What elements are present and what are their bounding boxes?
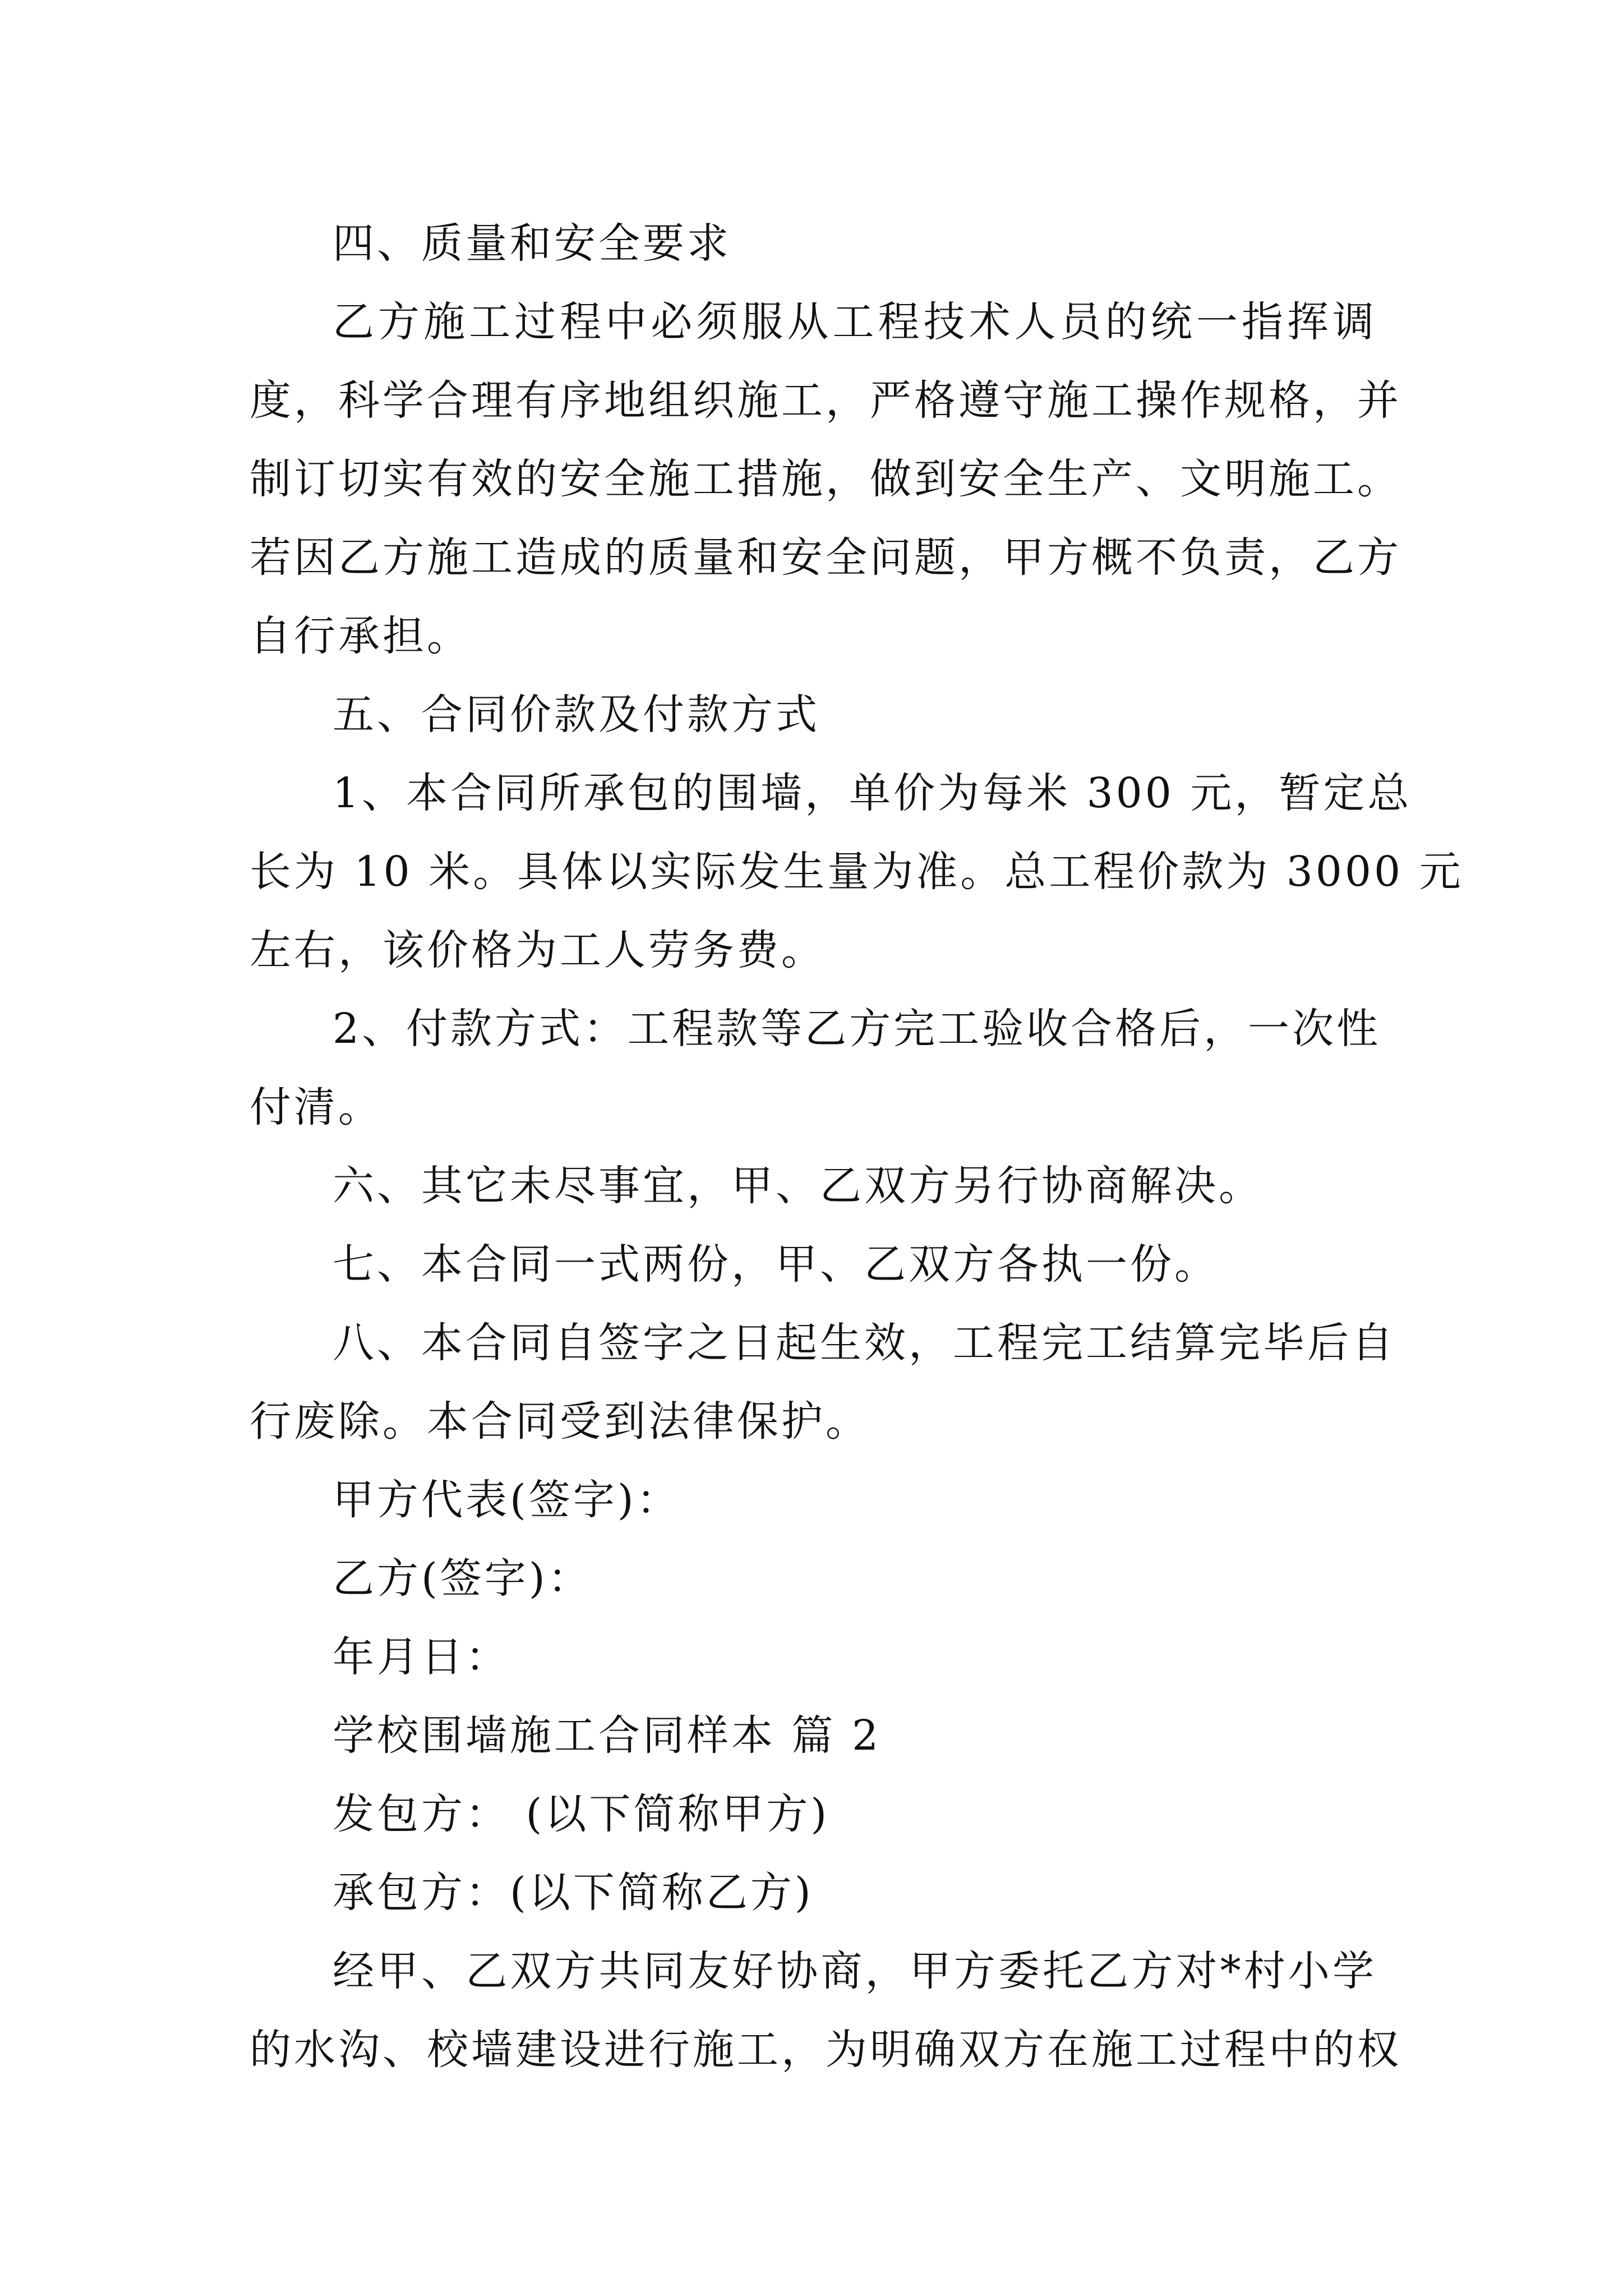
clause-eight: 八、本合同自签字之日起生效，工程完工结算完毕后自 — [333, 1319, 1396, 1367]
paragraph-line: 1、本合同所承包的围墙，单价为每米 300 元，暂定总 — [333, 769, 1412, 817]
section-title-part-2: 学校围墙施工合同样本 篇 2 — [333, 1711, 882, 1760]
date-line: 年月日： — [333, 1633, 510, 1681]
paragraph-line: 制订切实有效的安全施工措施，做到安全生产、文明施工。 — [250, 455, 1401, 503]
paragraph-line: 若因乙方施工造成的质量和安全问题，甲方概不负责，乙方 — [250, 533, 1401, 582]
paragraph-line: 2、付款方式：工程款等乙方完工验收合格后，一次性 — [333, 1005, 1381, 1053]
paragraph-line: 的水沟、校墙建设进行施工，为明确双方在施工过程中的权 — [250, 2026, 1401, 2074]
paragraph-line: 度，科学合理有序地组织施工，严格遵守施工操作规格，并 — [250, 376, 1401, 425]
paragraph-line: 付清。 — [250, 1083, 382, 1131]
section-heading-price-payment: 五、合同价款及付款方式 — [333, 691, 820, 739]
paragraph-line: 左右，该价格为工人劳务费。 — [250, 926, 826, 974]
paragraph-line: 自行承担。 — [250, 612, 471, 660]
clause-seven: 七、本合同一式两份，甲、乙双方各执一份。 — [333, 1240, 1219, 1289]
party-a-signature-line: 甲方代表(签字)： — [333, 1476, 681, 1524]
paragraph-line: 行废除。本合同受到法律保护。 — [250, 1397, 870, 1446]
contractor-line: 承包方：(以下简称乙方) — [333, 1869, 814, 1917]
contractor-issuer-line: 发包方： (以下简称甲方) — [333, 1790, 830, 1838]
section-heading-quality-safety: 四、质量和安全要求 — [333, 219, 731, 268]
party-b-signature-line: 乙方(签字)： — [333, 1554, 592, 1603]
paragraph-line: 乙方施工过程中必须服从工程技术人员的统一指挥调 — [333, 298, 1377, 346]
paragraph-line: 经甲、乙双方共同友好协商，甲方委托乙方对*村小学 — [333, 1947, 1377, 1995]
paragraph-line: 长为 10 米。具体以实际发生量为准。总工程价款为 3000 元 — [250, 848, 1464, 896]
clause-six: 六、其它未尽事宜，甲、乙双方另行协商解决。 — [333, 1162, 1263, 1210]
